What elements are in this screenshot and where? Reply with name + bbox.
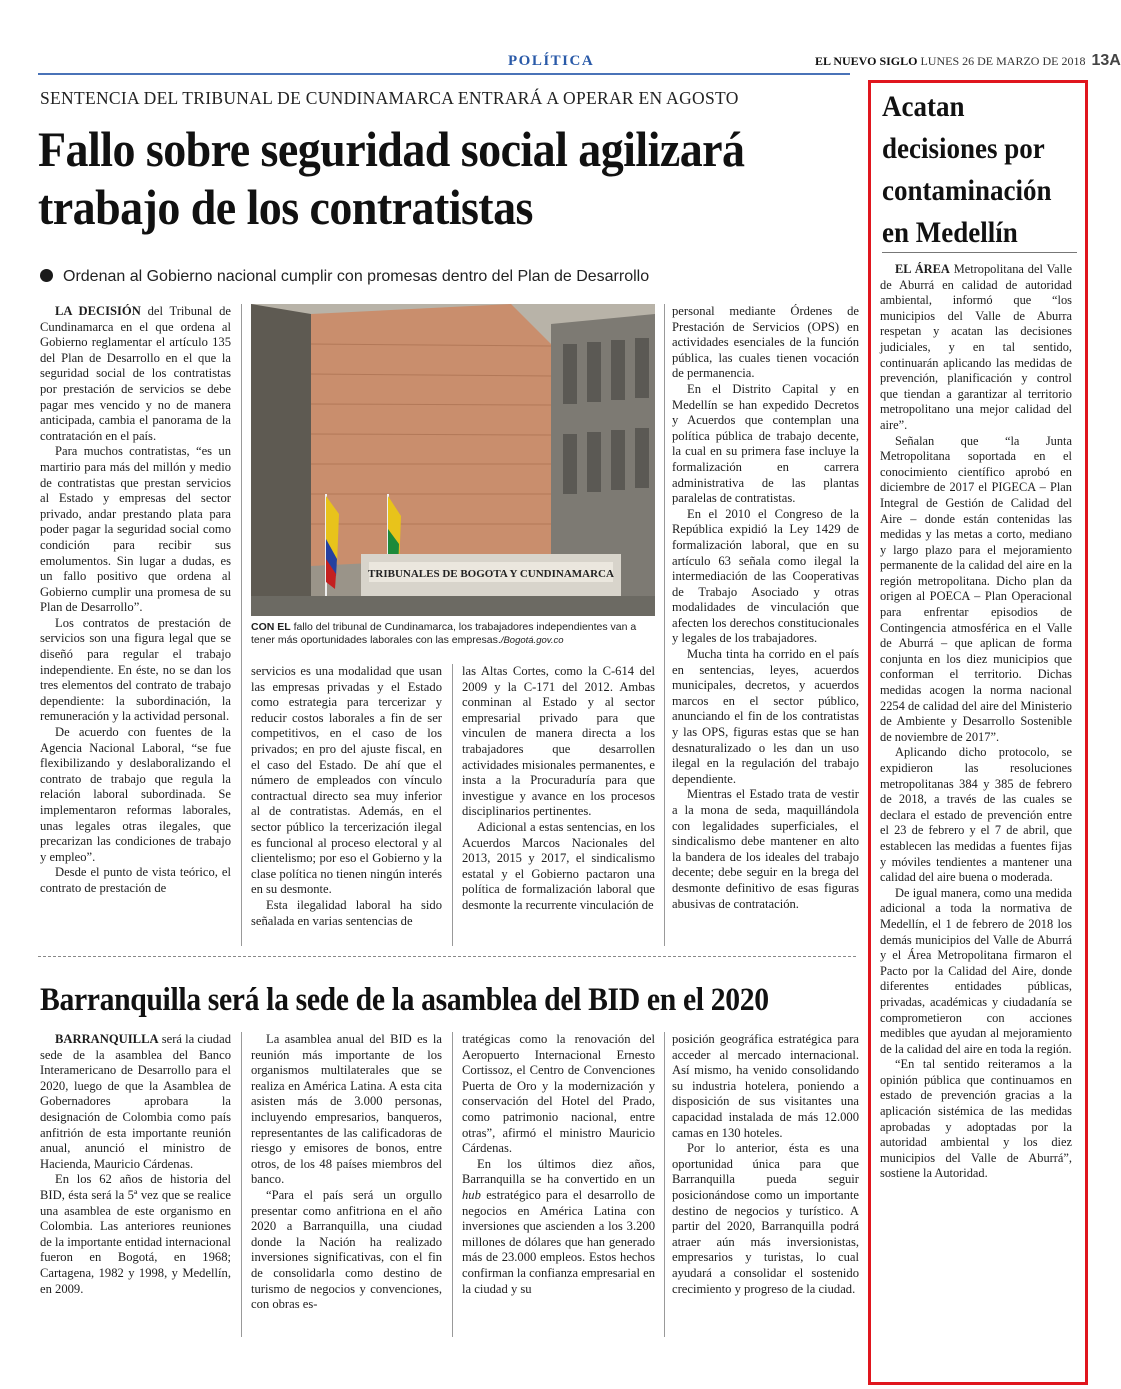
sign-text: TRIBUNALES DE BOGOTA Y CUNDINAMARCA (368, 568, 614, 580)
second-column-3 (462, 1032, 655, 1297)
paragraph: Desde el punto de vista teórico, el contrato de prestación de (40, 865, 231, 895)
second-column-1 (40, 1032, 231, 1297)
column-rule (452, 1032, 453, 1337)
column-rule (241, 304, 242, 946)
column-rule (452, 664, 453, 946)
paragraph: Adicional a estas sentencias, en los Acuerdos Marcos Nacionales del 2013, 2015 y 2017, el sindicalismo estatal y el Gobierno pactaron una política de formalización laboral que desmonte la recurrente vinculación de (462, 819, 655, 912)
courthouse-photo (251, 304, 655, 616)
second-column-2 (251, 1032, 442, 1313)
article-column-2 (251, 664, 442, 929)
paragraph (40, 1032, 231, 1172)
paper-name: EL NUEVO SIGLO (815, 54, 918, 68)
sidebar-headline: Acatan decisiones por contaminación en Medellín (882, 90, 1052, 249)
second-column-4 (672, 1032, 859, 1297)
article-kicker: SENTENCIA DEL TRIBUNAL DE CUNDINAMARCA ENTRARÁ A OPERAR EN AGOSTO (40, 88, 739, 108)
paragraph: “En tal sentido reiteramos a la opinión pública que continuamos en estado de prevención gracias a la aplicación sistémica de las medidas aprobadas y adoptadas por la autoridad ambiental y los diez municipios del Valle de Aburrá”, sostiene la Autoridad. (880, 1057, 1072, 1181)
issue-date: LUNES 26 DE MARZO DE 2018 (920, 54, 1086, 68)
caption-text: fallo del tribunal de Cundinamarca, los trabajadores independientes van a tener más oportunidades laborales con las empresas. (251, 621, 637, 646)
column-rule (664, 1032, 665, 1337)
paragraph (462, 1157, 655, 1297)
sidebar-rule (882, 252, 1077, 253)
section-rule (38, 73, 850, 75)
paragraph: De acuerdo con fuentes de la Agencia Nacional Laboral, “se fue flexibilizando y deslaboralizando el contrato de trabajo que regula la relación laboral subordinada. Se implementaron reformas laborales, unas legales otras ilegales, que precarizan las condiciones de trabajo y empleo”. (40, 725, 231, 864)
paragraph: Aplicando dicho protocolo, se expidieron las resoluciones metropolitanas 384 y 385 de febrero de 2018, a través de las cuales se declara el estado de prevención entre el 23 de febrero y el 7 de abril, que establecen las medidas a fuentes fijas y móviles tendientes a mantener una calidad del aire buena o moderada. (880, 745, 1072, 885)
paragraph-text: En los últimos diez años, Barranquilla se ha convertido en un (462, 1156, 655, 1187)
paragraph: las Altas Cortes, como la C-614 del 2009 y la C-171 del 2012. Ambas conminan al Estado y al sector empresarial privado para que vinculen de manera directa a los trabajadores que desarrollen actividades misionales permanentes, e insta a la Procuraduría para que investigue y avance en los procesos disciplinarios pertinentes. (462, 664, 655, 819)
paragraph: servicios es una modalidad que usan las empresas privadas y el Estado como estrategia para tercerizar y reducir costos laborales a fin de ser competitivos, en el caso de los privados; en pro del ajuste fiscal, en el caso del Estado. De ahí que el número de empleados con vínculo contractual directo sea muy inferior al de contratistas. Además, en el sector público la tercerización ilegal es funcional al proceso electoral y al clientelismo; por eso el Gobierno y la clase política no tienen ningún interés en su desmonte. (251, 664, 442, 897)
masthead (815, 52, 1121, 70)
lead-in: EL ÁREA (895, 262, 950, 276)
paragraph-text: Metropolitana del Valle de Aburrá en calidad de autoridad ambiental, informó que “los municipios del Valle de Aburra respetan y acatan las decisiones judiciales, y en tal sentido, continuarán aplicando las medidas de prevención, planificación y control que tiendan a garantizar al territorio metropolitano una mejor calidad del aire”. (880, 262, 1072, 432)
column-rule (241, 1032, 242, 1337)
article-separator (38, 956, 856, 957)
paragraph-text: será la ciudad sede de la asamblea del Banco Interamericano de Desarrollo para el 2020, luego de que la Asamblea de Gobernadores aprobara la designación de Colombia como país anfitrión de esta importante reunión anual, anunció el ministro de Hacienda, Mauricio Cárdenas. (40, 1032, 231, 1171)
paragraph: En los 62 años de historia del BID, ésta será la 5ª vez que se realice una asamblea de este organismo en Colombia. Las anteriores reuniones de la importante entidad internacional fueron en Bogotá, en 1968; Cartagena, 1982 y 1998, y Medellín, en 2009. (40, 1172, 231, 1296)
paragraph: Por lo anterior, ésta es una oportunidad única para que Barranquilla pueda seguir posicionándose como un importante destino de negocios y turístico. A partir del 2020, Barranquilla podrá atraer aún más inversionistas, empresarios y turistas, lo cual ayudará a consolidar el sostenido crecimiento y progreso de la ciudad. (672, 1141, 859, 1296)
article-column-4 (672, 304, 859, 912)
page-number: 13A (1091, 52, 1121, 69)
paragraph: Los contratos de prestación de servicios son una figura legal que se diseñó para regular el trabajo independiente. En éste, no se dan los tres elementos del contrato de trabajo dependiente: la subordinación, la remuneración y la actividad personal. (40, 615, 231, 724)
article-subhead (40, 268, 649, 286)
paragraph: Mientras el Estado trata de vestir a la mona de seda, maquillándola con legalidades superficiales, el sindicalismo debe mantener en alto la bandera de los ideales del trabajo decente; debe seguir en la brega del desmonte definitivo de esas figuras abusivas de contratación. (672, 787, 859, 911)
lead-in: BARRANQUILLA (55, 1032, 159, 1046)
caption-lead: CON EL (251, 621, 291, 633)
bullet-icon (40, 269, 53, 282)
paragraph-text: del Tribunal de Cundinamarca en el que ordena al Gobierno reglamentar el artículo 135 del Plan de Desarrollo en el que la seguridad social de los contratistas por prestación de servicios se debe pagar mes vencido y no de manera anticipada, cambia el panorama de la contratación en el país. (40, 304, 231, 443)
paragraph: tratégicas como la renovación del Aeropuerto Internacional Ernesto Cortissoz, el Centro de Convenciones Puerta de Oro y la modernización y conservación del Hotel del Prado, como patrimonio nacional, entre otras”, afirmó el ministro Mauricio Cárdenas. (462, 1032, 655, 1156)
photo-caption (251, 621, 655, 647)
italic-term: hub (462, 1187, 481, 1202)
paragraph: Para muchos contratistas, “es un martirio para más del millón y medio de contratistas que prestan servicios al Estado y empresas del sector privado, andar prestando plata para poder pagar la seguridad social como condición para recibir sus emolumentos. Sin lugar a dudas, es un fallo positivo que ordena al Gobierno cumplir una promesa de su Plan de Desarrollo”. (40, 444, 231, 615)
paragraph: En el 2010 el Congreso de la República expidió la Ley 1429 de formalización laboral, que en su artículo 63 señala como ilegal la intermediación de las Cooperativas de Trabajo Asociado y otras modalidades de vinculación que afecten los derechos constitucionales y legales de los trabajadores. (672, 506, 859, 646)
paragraph (880, 262, 1072, 434)
photo-credit: /Bogotá.gov.co (500, 635, 564, 646)
paragraph: La asamblea anual del BID es la reunión más importante de los organismos multilaterales que se realiza en América Latina. A esta cita asisten más de 3.000 personas, incluyendo empresarios, banqueros, representantes de las calificadoras de riesgo y emisores de bonos, entre otros, de los 48 países miembros del banco. (251, 1032, 442, 1187)
section-label: POLÍTICA (508, 53, 595, 69)
article-headline: Fallo sobre seguridad social agilizará trabajo de los contratistas (38, 121, 745, 235)
second-headline: Barranquilla será la sede de la asamblea del BID en el 2020 (40, 982, 769, 1018)
subhead-text: Ordenan al Gobierno nacional cumplir con promesas dentro del Plan de Desarrollo (63, 268, 650, 285)
article-column-1 (40, 304, 231, 897)
paragraph-text: estratégico para el desarrollo de negocios en América Latina con inversiones que ascienden a los 3.200 millones de dólares que han generado más de 23.000 empleos. Estos hechos confirman la confianza empresarial en la ciudad y su (462, 1187, 656, 1296)
paragraph: De igual manera, como una medida adicional a toda la normativa de Medellín, el 1 de febrero de 2018 los demás municipios del Valle de Aburrá y el Área Metropolitana firmaron el Pacto por la Calidad del Aire, donde diferentes entidades públicas, privadas, académicas y ciudadanía se comprometieron con acciones medibles que ayudan al mejoramiento de la calidad del aire en toda la región. (880, 885, 1072, 1056)
lead-in: LA DECISIÓN (55, 304, 141, 318)
paragraph: “Para el país será un orgullo presentar como anfitriona en el año 2020 a Barranquilla, una ciudad donde la Nación ha realizado inversiones significativas, con el fin de consolidarla como destino de turismo de negocios y convenciones, con obras es- (251, 1187, 442, 1312)
paragraph: Esta ilegalidad laboral ha sido señalada en varias sentencias de (251, 897, 442, 928)
paragraph: posición geográfica estratégica para acceder al mercado internacional. Así mismo, ha venido consolidando su industria hotelera, poniendo a disposición de sus visitantes una capacidad instalada de más 12.000 camas en 130 hoteles. (672, 1032, 859, 1140)
article-photo (251, 304, 655, 616)
paragraph (40, 304, 231, 444)
paragraph: Mucha tinta ha corrido en el país en sentencias, leyes, acuerdos municipales, decretos, y acuerdos marcos en el sector público, anunciando el fin de los contratistas y las OPS, figuras estas que se han desnaturalizado o les dan un uso ilegal en la regulación del trabajo dependiente. (672, 647, 859, 786)
column-rule (664, 304, 665, 946)
paragraph: En el Distrito Capital y en Medellín se han expedido Decretos y Acuerdos que contemplan una política pública de trabajo decente, la cual en su primera fase incluye la formalización en carrera administrativa de las plantas paralelas de contratistas. (672, 381, 859, 506)
sidebar-body (880, 262, 1072, 1182)
article-column-3 (462, 664, 655, 914)
paragraph: personal mediante Órdenes de Prestación de Servicios (OPS) en actividades esenciales de la función pública, las cuales tienen vocación de permanencia. (672, 304, 859, 381)
paragraph: Señalan que “la Junta Metropolitana soportada en el conocimiento científico aprobó en diciembre de 2017 el PIGECA – Plan Integral de Gestión de Calidad del Aire – donde están contenidas las medidas y las metas a corto, mediano y largo plazo para el mejoramiento permanente de la calidad del aire en la región metropolitana. Dicho plan da origen al POECA – Plan Operacional para enfrentar episodios de Contingencia atmosférica en el Valle de Aburrá – que aplican de forma conjunta en los diez municipios que conforman el territorio. Dichas medidas acogen la norma nacional 2254 de calidad del aire del Ministerio de Ambiente y Desarrollo Sostenible de noviembre de 2017”. (880, 433, 1072, 744)
